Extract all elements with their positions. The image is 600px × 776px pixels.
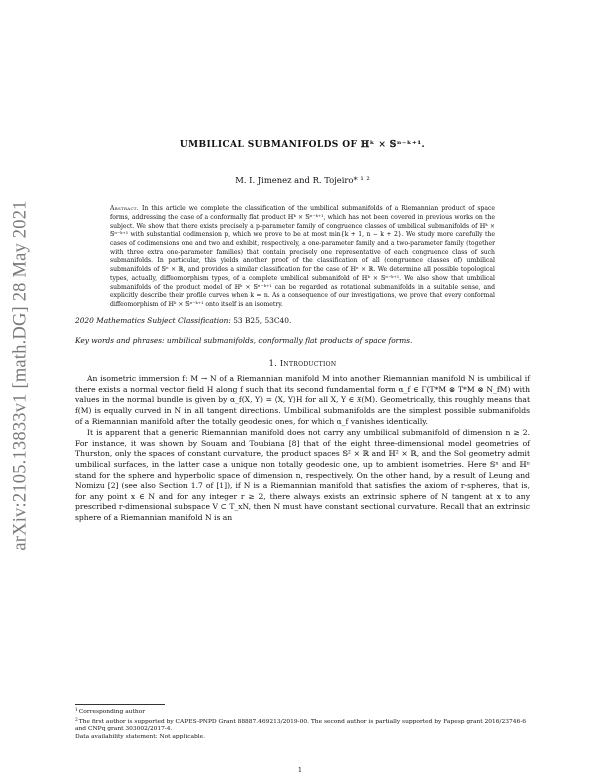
footnote-mark: 1	[75, 708, 78, 713]
arxiv-identifier-text: arXiv:2105.13833v1 [math.DG] 28 May 2021	[10, 199, 31, 551]
abstract-text: In this article we complete the classification of the umbilical submanifolds of a Riemannian product of space forms, addressing the case of a conformally flat product ℍᵏ × 𝕊ⁿ⁻ᵏ⁺¹, which has not been covered in previous works on the subject. We show that there exists precisely a p-parameter family of congruence classes of umbilical submanifolds of ℍᵏ × 𝕊ⁿ⁻ᵏ⁺¹ with substantial codimension p, which we prove to be at most min{k + 1, n − k + 2}. We study more carefully the cases of codimensions one and two and exhibit, respectively, a one-parameter family and a two-parameter family (together with three extra one-parameter families) that contain precisely one representative of each congruence class of such submanifolds. In particular, this yields another proof of the classification of all (congruence classes of) umbilical submanifolds of 𝕊ⁿ × ℝ, and provides a similar classification for the case of ℍⁿ × ℝ. We determine all possible topological types, actually, diffeomorphism types, of a complete umbilical submanifold of ℍᵏ × 𝕊ⁿ⁻ᵏ⁺¹. We also show that umbilical submanifolds of the product model of ℍᵏ × 𝕊ⁿ⁻ᵏ⁺¹ can be regarded as rotational submanifolds in a suitable sense, and explicitly describe their profile curves when k = n. As a consequence of our investigations, we prove that every conformal diffeomorphism of ℍᵏ × 𝕊ⁿ⁻ᵏ⁺¹ onto itself is an isometry.	[110, 205, 496, 308]
data-availability-statement	[75, 734, 530, 742]
footnote-text: The first author is supported by CAPES-PNPD Grant 88887.469213/2019-00. The second author is partially supported by Fapesp grant 2016/23746-6 and CNPq grant 303002/2017-4.	[75, 718, 526, 733]
footnote	[75, 707, 530, 717]
footnote-mark: 2	[75, 717, 78, 723]
page-number: 1	[297, 766, 303, 774]
keywords	[75, 336, 530, 346]
arxiv-identifier-stamp	[8, 165, 34, 585]
msc-label: 2020 Mathematics Subject Classification:	[75, 315, 231, 325]
keywords-text: umbilical submanifolds, conformally flat products of space forms.	[166, 335, 413, 345]
paper-title: UMBILICAL SUBMANIFOLDS OF ℍᵏ × 𝕊ⁿ⁻ᵏ⁺¹.	[179, 140, 426, 150]
paragraph: It is apparent that a generic Riemannian manifold does not carry any umbilical submanifold of dimension n ≥ 2. For instance, it was shown by Souam and Toubiana [8] that of the eight three-dimensional model geometries of Thurston, only the spaces of constant curvature, the product spaces 𝕊² × ℝ and ℍ² × ℝ, and the Sol geometry admit umbilical surfaces, in the latter case a unique non totally geodesic one, up to ambient isometries. Here 𝕊ⁿ and ℍⁿ stand for the sphere and hyperbolic space of dimension n, respectively. On the other hand, by a result of Leung and Nomizu [2] (see also Section 1.7 of [1]), if N is a Riemannian manifold that satisfies the axiom of r-spheres, that is, for any point x ∈ N and for any integer r ≥ 2, there always exists an extrinsic sphere of N tangent at x to any prescribed r-dimensional subspace V ⊂ T_xN, then N must have constant sectional curvature. Recall that an extrinsic sphere of a Riemannian manifold N is an	[75, 428, 530, 522]
footnote-divider	[75, 704, 165, 705]
abstract	[110, 205, 495, 309]
msc-codes: 53 B25, 53C40.	[233, 315, 292, 325]
keywords-label: Key words and phrases:	[75, 335, 165, 345]
paragraph: An isometric immersion f: M → N of a Riemannian manifold M into another Riemannian manifold N is umbilical if there exists a normal vector field H along f such that its second fundamental form α_f ∈ Γ(T*M ⊗ T*M ⊗ N_fM) with values in the normal bundle is given by α_f(X, Y) = ⟨X, Y⟩H for all X, Y ∈ 𝔛(M). Geometrically, this roughly means that f(M) is equally curved in N in all tangent directions. Umbilical submanifolds are the simplest possible submanifolds of a Riemannian manifold after the totally geodesic ones, for which α_f vanishes identically.	[75, 374, 530, 426]
footnote-text: Corresponding author	[78, 709, 146, 715]
paper-first-page	[75, 140, 530, 524]
msc-classification	[75, 316, 530, 326]
author-line: M. I. Jimenez and R. Tojeiro* ¹ ²	[235, 174, 370, 185]
footnote	[75, 717, 530, 734]
footnotes	[75, 704, 530, 741]
footnote-text: Data availability statement: Not applicable.	[75, 733, 206, 740]
section-heading-introduction: 1. Introduction	[268, 357, 337, 368]
abstract-label: Abstract.	[110, 205, 140, 213]
